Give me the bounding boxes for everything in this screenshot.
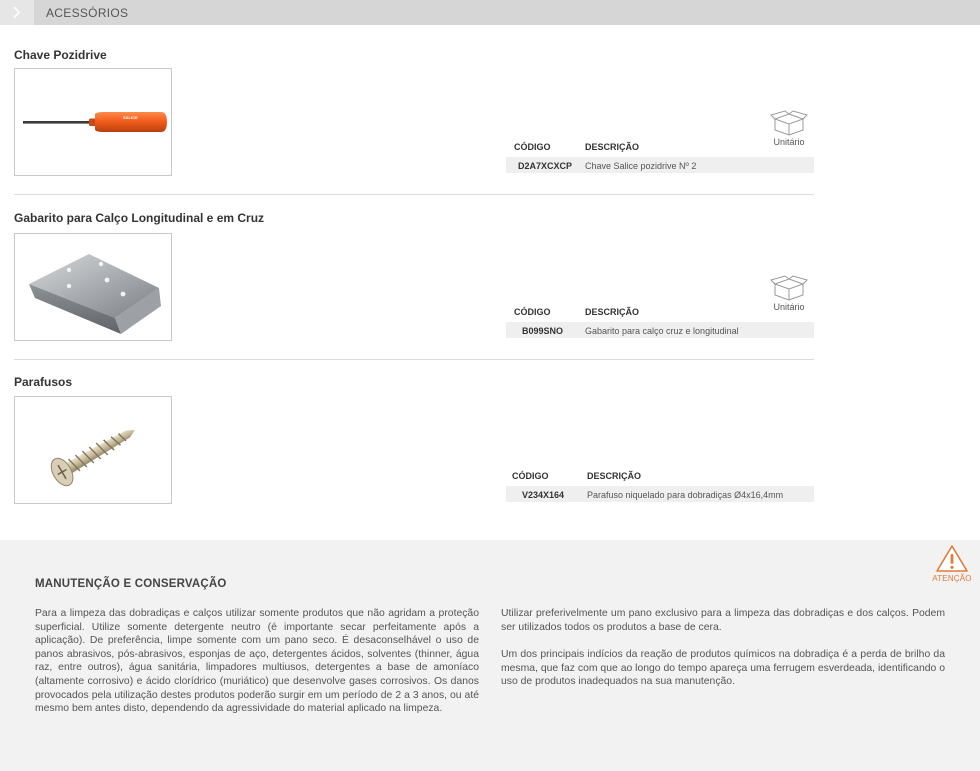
product-code: V234X164 [522,490,565,500]
divider [14,359,814,360]
divider [14,194,814,195]
product-description: Parafuso niquelado para dobradiças Ø4x16,4mm [587,490,784,500]
table-row [506,157,814,173]
product-name: Gabarito para Calço Longitudinal e em Cruz [14,211,265,225]
product-name: Chave Pozidrive [14,48,107,62]
description-column-header: DESCRIÇÃO [585,307,640,317]
expand-toggle[interactable] [0,0,34,25]
maintenance-panel [0,540,980,771]
template-plate-image [15,234,171,340]
spec-table-header [506,469,814,483]
product-block [14,375,814,515]
description-column-header: DESCRIÇÃO [585,142,640,152]
maintenance-paragraph: Utilizar preferivelmente um pano exclusivo para a limpeza das dobradiças e dos calços. Podem ser utilizados todos os produtos a base de cera. [501,608,945,633]
product-image-template[interactable] [14,233,172,341]
maintenance-paragraph: Um dos principais indícios da reação de produtos químicos na dobradiça é a perda de brilho da mesma, que faz com que ao longo do tempo apareça uma ferrugem esverdeada, identificando o uso de produtos inadequados na sua manutenção. [501,649,945,688]
product-image-screwdriver[interactable] [14,68,172,176]
product-code: D2A7XCXCP [518,161,573,171]
warning-badge [930,544,974,583]
chevron-right-icon [12,6,21,19]
description-column-header: DESCRIÇÃO [587,471,642,481]
maintenance-paragraph: Para a limpeza das dobradiças e calços utilizar somente produtos que não agridam a proteção superficial. Utilize somente detergente neutro (é importante secar perfeitamente após a aplicação). De preferência, limpe somente com um pano seco. É desaconselhável o uso de panos abrasivos, pós-abrasivos, esponjas de aço, detergentes ácidos, solventes (thinner, água raz, entre outros), água sanitária, limpadores multiusos, detergentes a base de amoníaco (altamente corrosivo) e ácido clorídrico (muriático) que desenvolve gases corrosivos. Os danos provocados pela utilização destes produtos poderão surgir em um período de 2 a 3 anos, ou até mesmo bem antes disto, dependendo da agressividade do material aplicado na limpeza. [35,608,479,715]
maintenance-title: MANUTENÇÃO E CONSERVAÇÃO [35,578,227,590]
warning-label: ATENÇÃO [932,574,972,583]
product-code: B099SNO [522,326,564,336]
box-icon [769,275,809,301]
brand-logo-text: SALICE [123,115,138,120]
spec-table [506,140,814,173]
table-row [506,486,814,502]
product-name: Parafusos [14,375,73,389]
code-column-header: CÓDIGO [512,471,549,481]
product-description: Chave Salice pozidrive Nº 2 [585,161,697,171]
spec-table-header [506,305,814,319]
section-header-bar [0,0,980,25]
package-label: Unitário [773,302,805,312]
package-label: Unitário [773,137,805,147]
maintenance-text-right [501,607,945,689]
maintenance-text-left [35,607,479,716]
code-column-header: CÓDIGO [514,142,551,152]
product-block [14,48,814,198]
table-row [506,322,814,338]
product-description: Gabarito para calço cruz e longitudinal [585,326,739,336]
spec-table [506,469,814,502]
product-block [14,211,814,361]
box-icon [769,110,809,136]
section-title: ACESSÓRIOS [46,6,129,20]
screwdriver-image [15,69,171,175]
warning-triangle-icon [935,544,969,574]
code-column-header: CÓDIGO [514,307,551,317]
screw-image [15,397,171,503]
product-image-screw[interactable] [14,396,172,504]
spec-table [506,305,814,338]
spec-table-header [506,140,814,154]
